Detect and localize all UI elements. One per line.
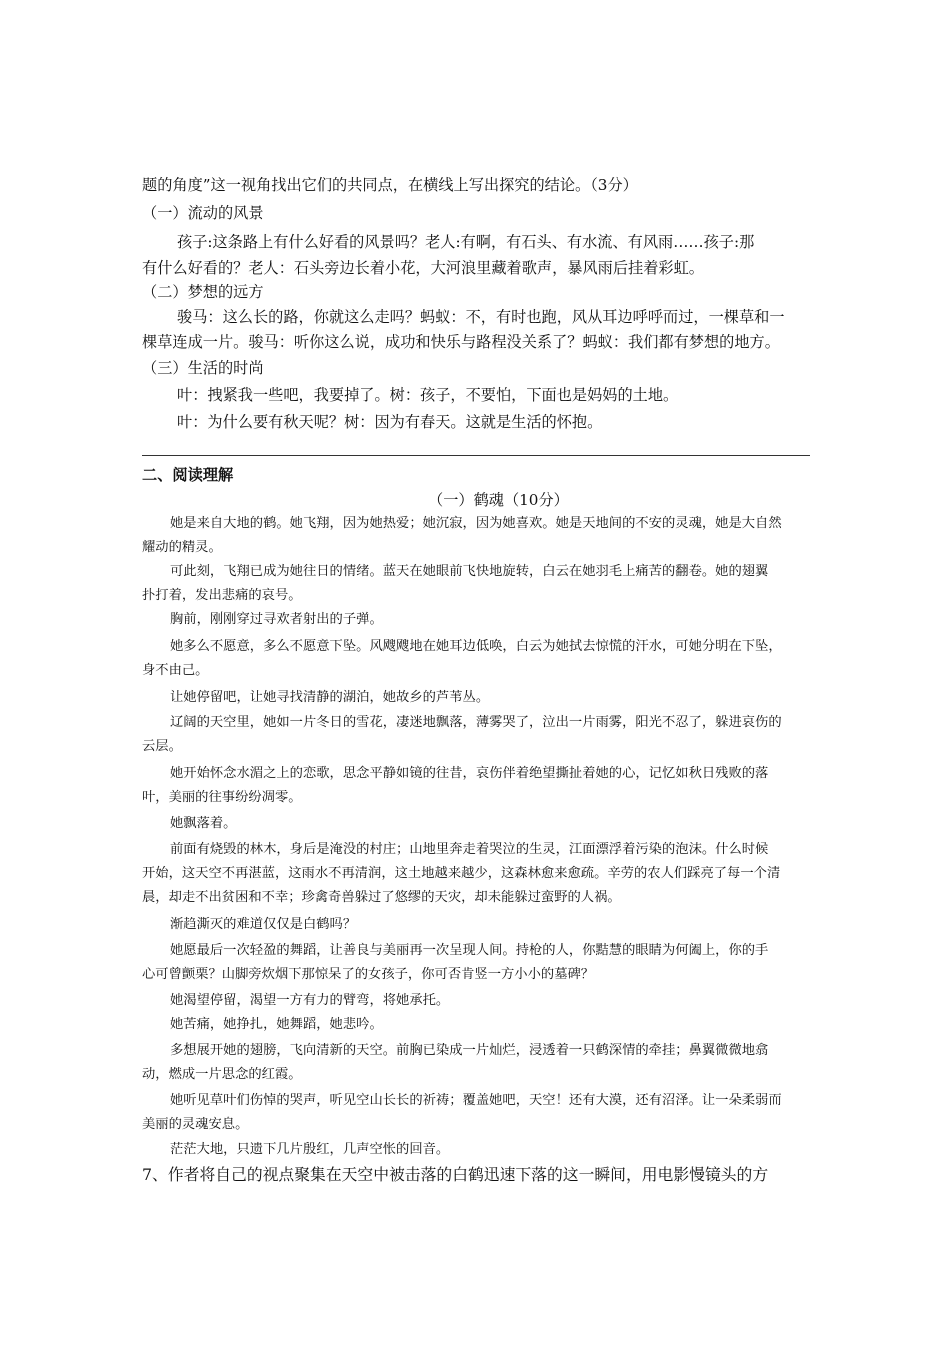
- section-title: 二、阅读理解: [142, 466, 234, 484]
- passage-line: 扑打着，发出悲痛的哀号。: [142, 588, 302, 603]
- group-2-line: 棵草连成一片。骏马：听你这么说，成功和快乐与路程没关系了？蚂蚁：我们都有梦想的地方。: [142, 333, 780, 351]
- group-3-line: 叶：为什么要有秋天呢？树：因为有春天。这就是生活的怀抱。: [177, 413, 603, 431]
- passage-line: 她飘落着。: [170, 816, 237, 831]
- passage-line: 她多么不愿意，多么不愿意下坠。风飕飕地在她耳边低唤，白云为她拭去惊慌的汗水，可她分明在下坠，: [170, 639, 782, 654]
- passage-line: 她苦痛，她挣扎，她舞蹈，她悲吟。: [170, 1017, 383, 1032]
- group-2-title: （二）梦想的远方: [142, 283, 264, 301]
- passage-title: （一）鹤魂（10分）: [428, 491, 569, 509]
- passage-line: 开始，这天空不再湛蓝，这雨水不再清润，这土地越来越少，这森林愈来愈疏。辛劳的农人们踩亮了每一个清: [142, 866, 781, 881]
- passage-line: 叶，美丽的往事纷纷凋零。: [142, 790, 302, 805]
- group-3-line: 叶：拽紧我一些吧，我要掉了。树：孩子，不要怕，下面也是妈妈的土地。: [177, 386, 679, 404]
- passage-line: 渐趋澌灭的难道仅仅是白鹤吗？: [170, 917, 357, 932]
- passage-line: 她听见草叶们伤悼的哭声，听见空山长长的祈祷；覆盖她吧，天空！还有大漠，还有沼泽。让一朵柔弱而: [170, 1093, 782, 1108]
- section-divider: [142, 455, 810, 456]
- question-7: 7、作者将自己的视点聚集在天空中被击落的白鹤迅速下落的这一瞬间，用电影慢镜头的方: [142, 1165, 769, 1184]
- passage-line: 可此刻，飞翔已成为她往日的情绪。蓝天在她眼前飞快地旋转，白云在她羽毛上痛苦的翻卷。她的翅翼: [170, 564, 769, 579]
- passage-line: 茫茫大地，只遗下几片殷红，几声空怅的回音。: [170, 1142, 450, 1157]
- question-intro-tail: 题的角度”这一视角找出它们的共同点，在横线上写出探究的结论。（3分）: [142, 176, 638, 194]
- passage-line: 心可曾颤栗？山脚旁炊烟下那惊呆了的女孩子，你可否肯竖一方小小的墓碑？: [142, 967, 595, 982]
- group-1-line: 孩子:这条路上有什么好看的风景吗？老人:有啊，有石头、有水流、有风雨……孩子:那: [177, 233, 755, 251]
- passage-line: 辽阔的天空里，她如一片冬日的雪花，凄迷地飘落，薄雾哭了，泣出一片雨雾，阳光不忍了，躲进哀伤的: [170, 715, 782, 730]
- passage-line: 前面有烧毁的林木，身后是淹没的村庄；山地里奔走着哭泣的生灵，江面漂浮着污染的泡沫。什么时候: [170, 842, 769, 857]
- passage-line: 身不由己。: [142, 663, 209, 678]
- passage-line: 她开始怀念水湄之上的恋歌，思念平静如镜的往昔，哀伤伴着绝望撕扯着她的心，记忆如秋日残败的落: [170, 766, 769, 781]
- group-3-title: （三）生活的时尚: [142, 359, 264, 377]
- passage-line: 云层。: [142, 739, 182, 754]
- passage-line: 让她停留吧，让她寻找清静的湖泊，她故乡的芦苇丛。: [170, 690, 490, 705]
- passage-line: 耀动的精灵。: [142, 540, 222, 555]
- passage-line: 她愿最后一次轻盈的舞蹈，让善良与美丽再一次呈现人间。持枪的人，你黠慧的眼睛为何阖上，你的手: [170, 943, 769, 958]
- passage-line: 动，燃成一片思念的红霞。: [142, 1067, 302, 1082]
- group-2-line: 骏马：这么长的路，你就这么走吗？蚂蚁：不，有时也跑，风从耳边呼呼而过，一棵草和一: [177, 308, 785, 326]
- group-1-line: 有什么好看的？老人：石头旁边长着小花，大河浪里藏着歌声，暴风雨后挂着彩虹。: [142, 259, 704, 277]
- passage-line: 胸前，刚刚穿过寻欢者射出的子弹。: [170, 612, 383, 627]
- passage-line: 多想展开她的翅膀，飞向清新的天空。前胸已染成一片灿烂，浸透着一只鹤深情的牵挂；鼻翼微微地翕: [170, 1043, 769, 1058]
- passage-line: 晨，却走不出贫困和不幸；珍禽奇兽躲过了悠缪的天灾，却未能躲过蛮野的人祸。: [142, 890, 621, 905]
- passage-line: 她渴望停留，渴望一方有力的臂弯，将她承托。: [170, 993, 450, 1008]
- passage-line: 美丽的灵魂安息。: [142, 1117, 249, 1132]
- group-1-title: （一）流动的风景: [142, 204, 264, 222]
- passage-line: 她是来自大地的鹤。她飞翔，因为她热爱；她沉寂，因为她喜欢。她是天地间的不安的灵魂，她是大自然: [170, 516, 782, 531]
